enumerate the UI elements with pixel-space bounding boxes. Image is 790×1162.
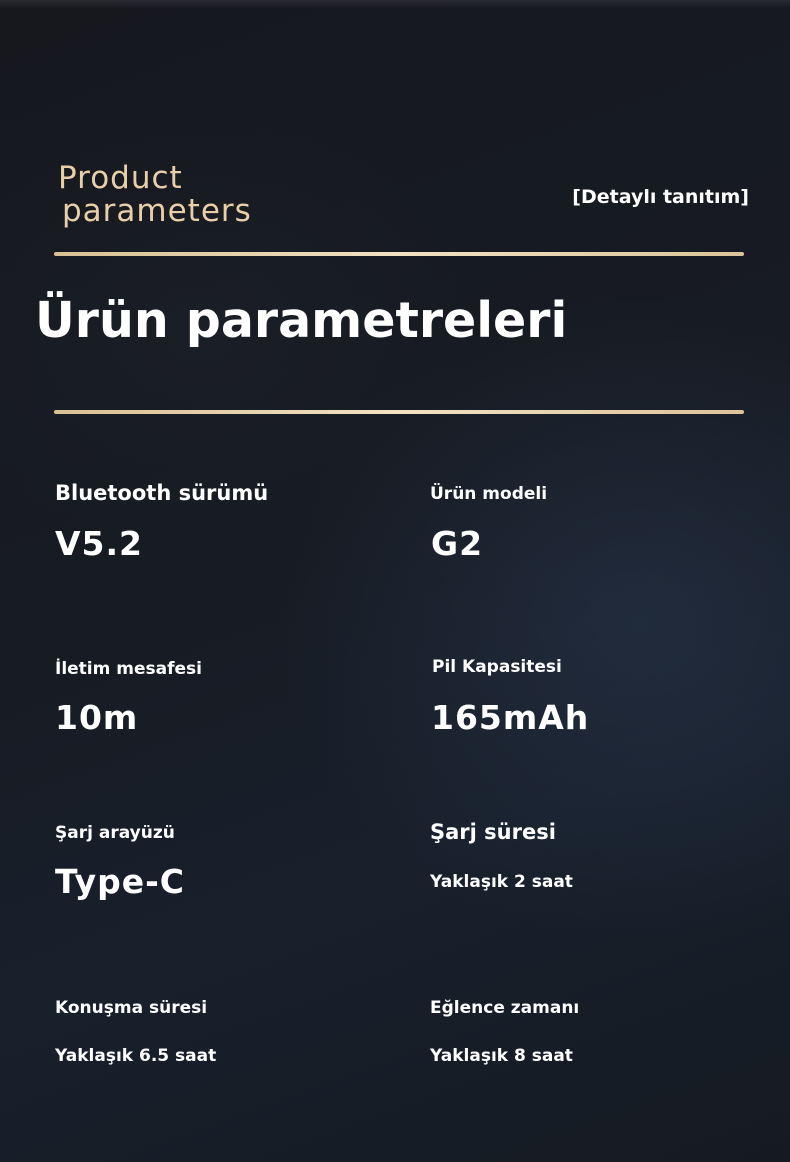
param-label-charging-time: Şarj süresi xyxy=(430,820,556,844)
param-value-bluetooth-version: V5.2 xyxy=(55,524,143,563)
param-value-entertainment-time: Yaklaşık 8 saat xyxy=(430,1046,573,1066)
param-value-battery-capacity: 165mAh xyxy=(431,698,590,737)
top-edge-strip xyxy=(0,0,790,8)
param-label-charging-interface: Şarj arayüzü xyxy=(55,823,175,843)
detail-intro-label: [Detaylı tanıtım] xyxy=(572,186,749,208)
param-value-charging-time: Yaklaşık 2 saat xyxy=(430,872,573,892)
param-label-transmission-distance: İletim mesafesi xyxy=(55,659,202,679)
param-value-talk-time: Yaklaşık 6.5 saat xyxy=(55,1046,217,1066)
english-title-line2: parameters xyxy=(62,193,252,229)
english-title xyxy=(58,162,252,228)
param-label-entertainment-time: Eğlence zamanı xyxy=(430,998,580,1018)
param-label-battery-capacity: Pil Kapasitesi xyxy=(432,657,562,677)
param-value-charging-interface: Type-C xyxy=(55,862,186,901)
page-title: Ürün parametreleri xyxy=(35,292,568,349)
param-label-talk-time: Konuşma süresi xyxy=(55,998,208,1018)
param-value-transmission-distance: 10m xyxy=(55,698,139,737)
param-value-product-model: G2 xyxy=(431,524,484,563)
gold-divider-bottom xyxy=(54,410,744,414)
english-title-line1: Product xyxy=(58,160,183,196)
param-label-product-model: Ürün modeli xyxy=(430,484,548,504)
gold-divider-top xyxy=(54,252,744,256)
param-label-bluetooth-version: Bluetooth sürümü xyxy=(55,481,269,505)
